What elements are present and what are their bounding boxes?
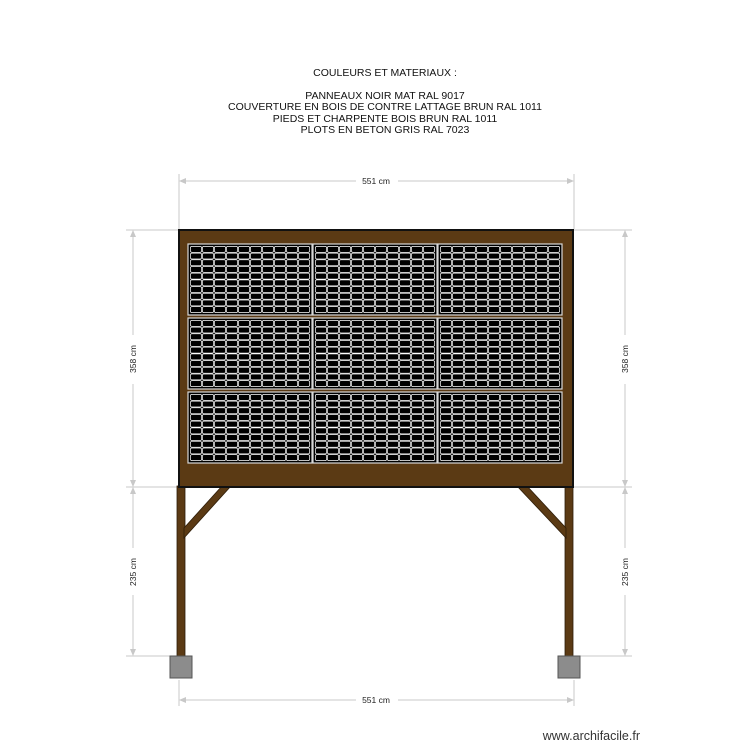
solar-panel: [438, 318, 562, 389]
solar-panel: [313, 392, 437, 463]
leg-height-right-label: 235 cm: [620, 558, 630, 586]
roof-height-right-label: 358 cm: [620, 345, 630, 373]
leg-height-left-label: 235 cm: [128, 558, 138, 586]
note-roof-cover: COUVERTURE EN BOIS DE CONTRE LATTAGE BRUN RAL 1011: [228, 101, 542, 113]
width-top-label: 551 cm: [362, 176, 390, 186]
wood-frame-legs: [177, 486, 573, 657]
solar-panel: [188, 392, 312, 463]
note-panels: PANNEAUX NOIR MAT RAL 9017: [305, 89, 465, 102]
solar-panel: [188, 244, 312, 315]
solar-panel: [313, 318, 437, 389]
solar-panel: [438, 244, 562, 315]
dimension-height-left: [126, 230, 180, 656]
note-footings: PLOTS EN BETON GRIS RAL 7023: [300, 124, 470, 136]
width-bottom-label: 551 cm: [362, 695, 390, 705]
left-brace: [184, 486, 231, 538]
roof-height-left-label: 358 cm: [128, 345, 138, 373]
notes-title: COULEURS ET MATERIAUX :: [313, 67, 457, 79]
note-frame: PIEDS ET CHARPENTE BOIS BRUN RAL 1011: [272, 112, 498, 125]
left-leg: [177, 486, 185, 657]
concrete-footings: [170, 656, 580, 678]
dimension-width-top: [179, 174, 574, 229]
right-footing: [558, 656, 580, 678]
solar-panel: [188, 318, 312, 389]
dimension-height-right: [573, 230, 632, 656]
solar-panel: [438, 392, 562, 463]
solar-panel: [313, 244, 437, 315]
right-leg: [565, 486, 573, 657]
right-brace: [517, 486, 566, 538]
watermark-text: www.archifacile.fr: [542, 729, 640, 743]
solar-panel-array: [188, 244, 562, 463]
dimension-width-bottom: [179, 680, 574, 706]
left-footing: [170, 656, 192, 678]
